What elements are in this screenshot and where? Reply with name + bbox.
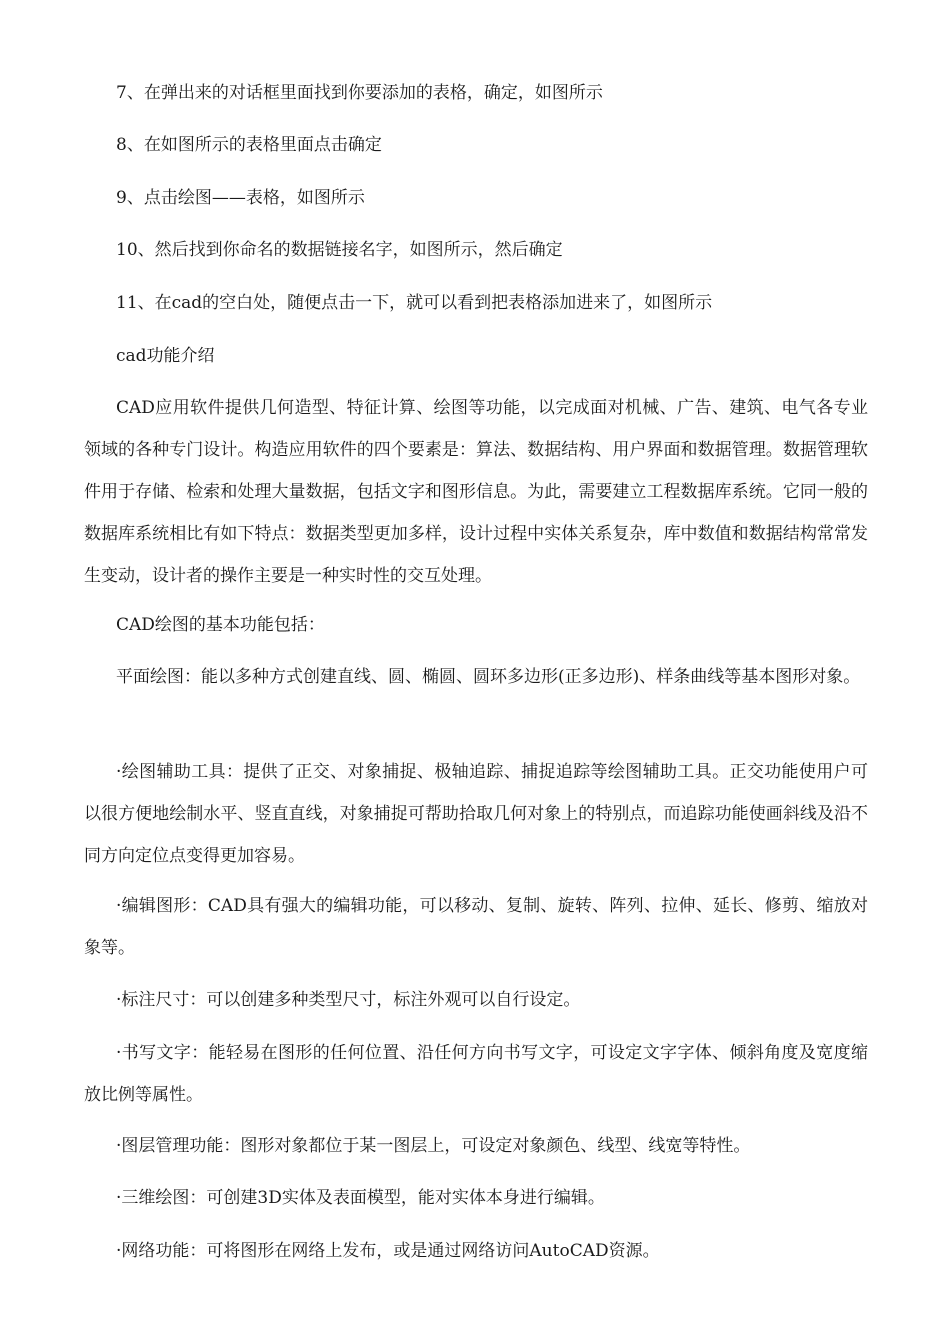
intro-paragraph: CAD应用软件提供几何造型、特征计算、绘图等功能，以完成面对机械、广告、建筑、电气各专业领域的各种专门设计。构造应用软件的四个要素是：算法、数据结构、用户界面和数据管理。数据管理软件用于存储、检索和处理大量数据，包括文字和图形信息。为此，需要建立工程数据库系统。它同一般的数据库系统相比有如下特点：数据类型更加多样，设计过程中实体关系复杂，库中数值和数据结构常常发生变动，设计者的操作主要是一种实时性的交互处理。: [84, 398, 868, 586]
bullet-network: ·网络功能：可将图形在网络上发布，或是通过网络访问AutoCAD资源。: [116, 1241, 660, 1261]
bullet-writing-text: ·书写文字：能轻易在图形的任何位置、沿任何方向书写文字，可设定文字字体、倾斜角度及宽度缩放比例等属性。: [84, 1043, 868, 1105]
bullet-edit-graphics: ·编辑图形：CAD具有强大的编辑功能，可以移动、复制、旋转、阵列、拉伸、延长、修剪、缩放对象等。: [84, 896, 868, 958]
bullet-drawing-aids: ·绘图辅助工具：提供了正交、对象捕捉、极轴追踪、捕捉追踪等绘图辅助工具。正交功能使用户可以很方便地绘制水平、竖直直线，对象捕捉可帮助拾取几何对象上的特别点，而追踪功能使画斜线及沿不同方向定位点变得更加容易。: [84, 762, 868, 866]
step-11: 11、在cad的空白处，随便点击一下，就可以看到把表格添加进来了，如图所示: [116, 293, 713, 313]
functions-heading: CAD绘图的基本功能包括：: [116, 615, 325, 635]
bullet-layer-management: ·图层管理功能：图形对象都位于某一图层上，可设定对象颜色、线型、线宽等特性。: [116, 1136, 751, 1156]
bullet-3d-drawing: ·三维绘图：可创建3D实体及表面模型，能对实体本身进行编辑。: [116, 1188, 605, 1208]
plane-drawing-paragraph: 平面绘图：能以多种方式创建直线、圆、椭圆、圆环多边形(正多边形)、样条曲线等基本图形对象。: [116, 667, 861, 687]
step-8: 8、在如图所示的表格里面点击确定: [116, 135, 382, 155]
section-title: cad功能介绍: [116, 346, 215, 366]
bullet-dimensioning: ·标注尺寸：可以创建多种类型尺寸，标注外观可以自行设定。: [116, 990, 581, 1010]
step-10: 10、然后找到你命名的数据链接名字，如图所示，然后确定: [116, 240, 563, 260]
step-7: 7、在弹出来的对话框里面找到你要添加的表格，确定，如图所示: [116, 83, 603, 103]
step-9: 9、点击绘图——表格，如图所示: [116, 188, 365, 208]
